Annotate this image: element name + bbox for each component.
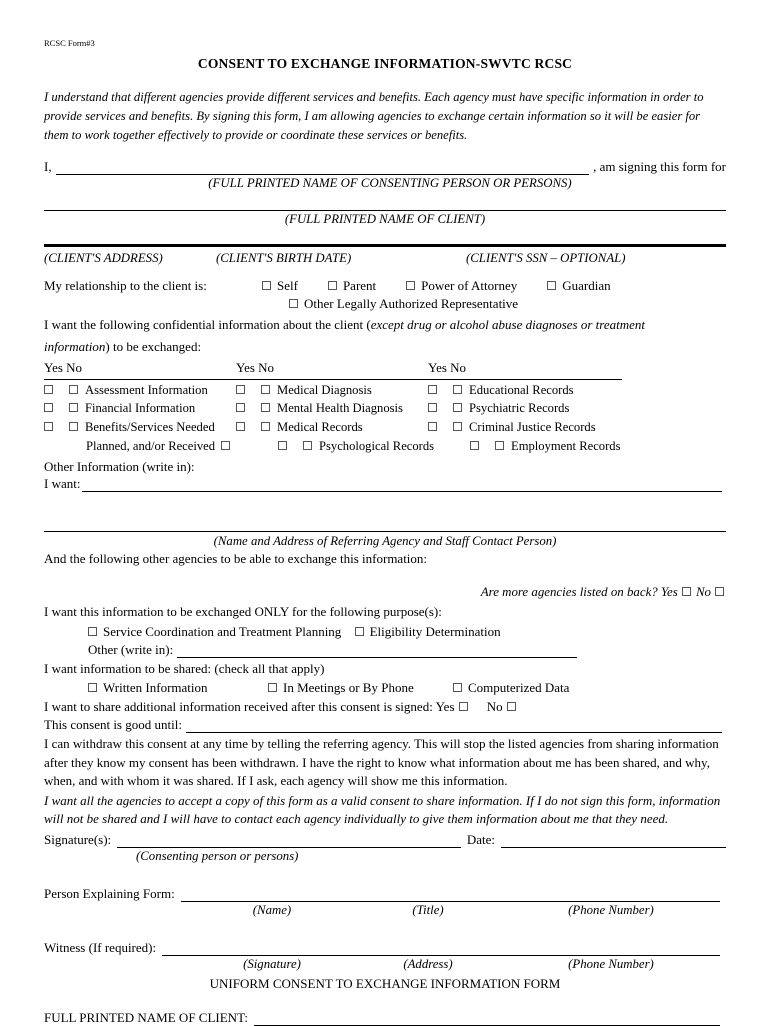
signature-input[interactable] — [117, 834, 461, 848]
other-agencies-text: And the following other agencies to be able to exchange this information: — [44, 551, 428, 567]
checkbox-icon[interactable] — [262, 281, 271, 290]
info-option-label: Benefits/Services Needed — [85, 420, 215, 435]
checkbox-icon[interactable] — [428, 385, 437, 394]
checkbox-icon[interactable] — [355, 627, 364, 636]
grid-row — [44, 437, 726, 456]
share-methods-lead: I want information to be shared: (check all that apply) — [44, 661, 325, 677]
consent-until-row — [44, 717, 726, 733]
checkbox-icon[interactable] — [406, 281, 415, 290]
bottom-client-name-label: FULL PRINTED NAME OF CLIENT: — [44, 1010, 248, 1026]
caption-phone-number: (Phone Number) — [568, 957, 654, 972]
relationship-option-label: Power of Attorney — [421, 277, 518, 293]
checkbox-icon[interactable] — [88, 627, 97, 636]
yes-no-header: Yes No — [44, 359, 83, 375]
info-option-medical-diagnosis[interactable] — [236, 381, 428, 400]
info-option-mental-health-diagnosis[interactable] — [236, 399, 428, 418]
other-information-label: Other Information (write in): — [44, 459, 195, 475]
yes-no-header: Yes No — [236, 359, 275, 375]
caption-address: (Address) — [403, 957, 453, 972]
share-option-label: Computerized Data — [468, 680, 570, 696]
want-info-text-b: ) to be exchanged: — [105, 339, 202, 355]
withdraw-paragraph: I can withdraw this consent at any time by telling the referring agency. This will stop the listed agencies from sharing information after they know my consent has been withdrawn. I have the right to know what information about me has been shared, and why, when, and with whom it was shared. If I ask, each agency will show me this information. — [44, 736, 719, 789]
checkbox-icon[interactable] — [303, 441, 312, 450]
relationship-option-label: Self — [277, 277, 298, 293]
info-option-label: Medical Records — [277, 420, 363, 435]
checkbox-icon[interactable] — [69, 403, 78, 412]
witness-row — [44, 940, 726, 956]
info-option-label: Mental Health Diagnosis — [277, 401, 403, 416]
info-option-planned-received[interactable] — [44, 437, 278, 456]
want-info-lead-2 — [44, 338, 726, 356]
relationship-option-other-rep[interactable] — [289, 296, 726, 312]
person-explaining-label: Person Explaining Form: — [44, 886, 175, 902]
info-option-assessment-information[interactable] — [44, 381, 236, 400]
checkbox-icon[interactable] — [289, 299, 298, 308]
consent-until-input[interactable] — [186, 719, 722, 733]
yes-no-header: Yes No — [428, 359, 467, 375]
signature-label: Signature(s): — [44, 832, 112, 848]
checkbox-icon[interactable] — [44, 422, 53, 431]
info-option-employment-records[interactable] — [470, 437, 662, 456]
consent-until-label: This consent is good until: — [44, 717, 182, 733]
witness-label: Witness (If required): — [44, 940, 157, 956]
grid-row — [44, 418, 726, 437]
checkbox-icon[interactable] — [428, 422, 437, 431]
purposes-options — [44, 624, 726, 640]
info-option-label: Educational Records — [469, 382, 574, 397]
info-option-label: Employment Records — [511, 439, 621, 454]
person-explaining-captions — [44, 903, 726, 918]
checkbox-icon[interactable] — [236, 422, 245, 431]
i-want-input[interactable] — [82, 478, 722, 492]
intro-paragraph: I understand that different agencies provide different services and benefits. Each agency must have specific information in order to provide services and benefits. By signing this form, I am allowing agencies to exchange certain information so it will be easier for them to work together effectively to provide or coordinate these services or benefits. — [44, 90, 704, 142]
caption-referring-agency: (Name and Address of Referring Agency and Staff Contact Person) — [213, 534, 557, 549]
checkbox-icon[interactable] — [236, 385, 245, 394]
person-explaining-input[interactable] — [181, 888, 720, 902]
relationship-row — [44, 278, 726, 294]
info-option-label: Financial Information — [85, 401, 196, 416]
checkbox-icon[interactable] — [268, 683, 277, 692]
caption-consenting-person: (FULL PRINTED NAME OF CONSENTING PERSON OR PERSONS) — [208, 175, 572, 190]
checkbox-icon[interactable] — [221, 441, 230, 450]
information-type-grid — [44, 381, 726, 457]
info-option-psychological-records[interactable] — [278, 437, 470, 456]
share-option-in-meetings-or-by-phone[interactable] — [268, 680, 453, 696]
caption-phone-number: (Phone Number) — [568, 903, 654, 918]
checkbox-icon[interactable] — [453, 385, 462, 394]
consenting-name-input[interactable] — [56, 161, 590, 175]
document-body — [44, 38, 726, 1026]
want-info-text-a: I want the following confidential information about the client ( — [44, 316, 371, 332]
checkbox-icon[interactable] — [459, 702, 468, 711]
purpose-other-input[interactable] — [177, 644, 577, 658]
relationship-option-guardian[interactable] — [547, 278, 610, 294]
relationship-option-label: Other Legally Authorized Representative — [304, 295, 519, 311]
want-info-lead — [44, 316, 726, 334]
person-explaining-row — [44, 886, 726, 902]
caption-client-name: (FULL PRINTED NAME OF CLIENT) — [284, 211, 486, 226]
checkbox-icon[interactable] — [547, 281, 556, 290]
checkbox-icon[interactable] — [328, 281, 337, 290]
relationship-option-self[interactable] — [262, 278, 298, 294]
checkbox-icon[interactable] — [278, 441, 287, 450]
relationship-label: My relationship to the client is: — [44, 277, 207, 293]
share-option-written-information[interactable] — [88, 680, 268, 696]
checkbox-icon[interactable] — [88, 683, 97, 692]
info-option-criminal-justice-records[interactable] — [428, 418, 620, 437]
checkbox-icon[interactable] — [261, 385, 270, 394]
checkbox-icon[interactable] — [44, 403, 53, 412]
checkbox-icon[interactable] — [453, 403, 462, 412]
checkbox-icon[interactable] — [470, 441, 479, 450]
info-option-medical-records[interactable] — [236, 418, 428, 437]
info-option-label: Medical Diagnosis — [277, 382, 372, 397]
share-option-label: Written Information — [103, 680, 208, 696]
date-label: Date: — [466, 832, 495, 848]
witness-input[interactable] — [162, 942, 720, 956]
additional-info-yes-label: Yes — [435, 699, 455, 715]
copy-paragraph: I want all the agencies to accept a copy of this form as a valid consent to share information. If I do not sign this form, information will not be shared and I will have to contact each agency individually to give them information about me that they need. — [44, 792, 721, 826]
i-want-label: I want: — [44, 476, 81, 492]
more-agencies-row — [44, 585, 726, 600]
form-number: RCSC Form#3 — [44, 38, 95, 48]
caption-client-birth-date: (CLIENT'S BIRTH DATE) — [216, 250, 352, 265]
relationship-option-label: Guardian — [562, 277, 611, 293]
caption-signature: (Signature) — [243, 957, 301, 972]
info-option-label: Psychiatric Records — [469, 401, 570, 416]
grid-row — [44, 381, 726, 400]
more-agencies-question: Are more agencies listed on back? — [480, 585, 658, 600]
caption-title: (Title) — [412, 903, 444, 918]
info-option-educational-records[interactable] — [428, 381, 620, 400]
info-option-label: Criminal Justice Records — [469, 420, 596, 435]
caption-client-ssn: (CLIENT'S SSN – OPTIONAL) — [466, 250, 626, 265]
relationship-option-label: Parent — [342, 277, 377, 293]
consent-suffix: , am signing this form for — [593, 158, 726, 174]
additional-info-row — [44, 699, 726, 715]
share-methods-options — [44, 680, 726, 696]
more-agencies-no-label: No — [695, 585, 711, 600]
checkbox-icon[interactable] — [44, 385, 53, 394]
info-option-psychiatric-records[interactable] — [428, 399, 620, 418]
consenting-name-row — [44, 159, 726, 175]
page-title: CONSENT TO EXCHANGE INFORMATION-SWVTC RCSC — [197, 56, 573, 71]
info-option-label: Psychological Records — [319, 439, 435, 454]
caption-name: (Name) — [252, 903, 292, 918]
checkbox-icon[interactable] — [715, 587, 724, 596]
yes-no-headers — [44, 360, 726, 376]
checkbox-icon[interactable] — [261, 403, 270, 412]
share-option-computerized-data[interactable] — [453, 680, 569, 696]
purpose-option-eligibility: Eligibility Determination — [369, 624, 501, 640]
section-divider — [44, 243, 726, 247]
checkbox-icon[interactable] — [428, 403, 437, 412]
grid-row — [44, 399, 726, 418]
relationship-option-parent[interactable] — [328, 278, 376, 294]
client-field-captions — [44, 251, 726, 266]
checkbox-icon[interactable] — [236, 403, 245, 412]
i-want-row — [44, 476, 726, 492]
purposes-lead: I want this information to be exchanged ONLY for the following purpose(s): — [44, 604, 442, 620]
referring-agency-input[interactable] — [44, 530, 726, 532]
checkbox-icon[interactable] — [69, 422, 78, 431]
checkbox-icon[interactable] — [261, 422, 270, 431]
checkbox-icon[interactable] — [453, 683, 462, 692]
more-agencies-yes-label: Yes — [660, 585, 678, 600]
purpose-other-label: Other (write in): — [88, 642, 174, 658]
want-info-text-italic: except drug or alcohol abuse diagnoses or treatment — [370, 316, 646, 332]
caption-consenting-person-signature: (Consenting person or persons) — [136, 849, 299, 864]
signature-row — [44, 832, 726, 848]
purpose-other-row — [44, 642, 726, 658]
client-name-input[interactable] — [44, 209, 726, 211]
date-input[interactable] — [501, 834, 726, 848]
relationship-option-power-of-attorney[interactable] — [406, 278, 517, 294]
want-info-text-italic2: information — [44, 339, 106, 355]
checkbox-icon[interactable] — [69, 385, 78, 394]
share-option-label: In Meetings or By Phone — [283, 680, 414, 696]
additional-info-no-label: No — [486, 699, 503, 715]
info-option-financial-information[interactable] — [44, 399, 236, 418]
info-option-label: Assessment Information — [85, 382, 208, 397]
consent-prefix: I, — [44, 158, 52, 174]
checkbox-icon[interactable] — [507, 702, 516, 711]
yes-no-underline — [44, 378, 622, 380]
checkbox-icon[interactable] — [453, 422, 462, 431]
witness-captions — [44, 957, 726, 972]
checkbox-icon[interactable] — [682, 587, 691, 596]
info-option-label: Planned, and/or Received — [86, 439, 216, 454]
checkbox-icon[interactable] — [495, 441, 504, 450]
footer-title: UNIFORM CONSENT TO EXCHANGE INFORMATION FORM — [209, 976, 561, 992]
additional-info-text: I want to share additional information received after this consent is signed: — [44, 699, 433, 715]
info-option-benefits-services-needed[interactable] — [44, 418, 236, 437]
purpose-option-service-coordination: Service Coordination and Treatment Planning — [103, 624, 342, 640]
caption-client-address: (CLIENT'S ADDRESS) — [44, 250, 163, 265]
